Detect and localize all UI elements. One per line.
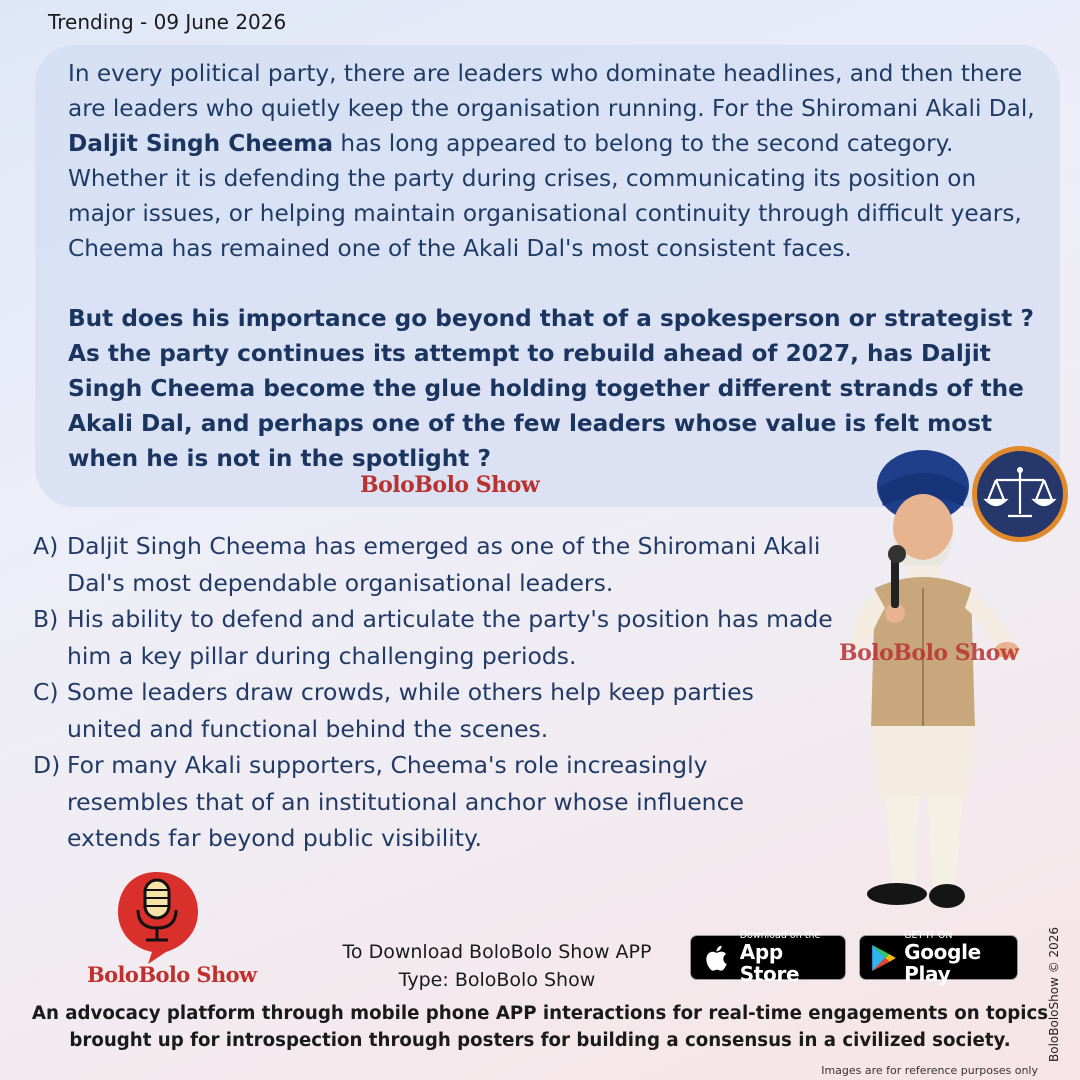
footer-line-2: brought up for introspection through posters for building a consensus in a civilized society. bbox=[69, 1030, 1011, 1051]
footer-line-1: An advocacy platform through mobile phone APP interactions for real-time engagements on topics bbox=[31, 1003, 1049, 1024]
card-watermark: BoloBolo Show bbox=[360, 472, 540, 498]
disclaimer: Images are for reference purposes only bbox=[821, 1064, 1038, 1077]
option-text: For many Akali supporters, Cheema's role increasingly resembles that of an institutional anchor whose influence extends far beyond public visibility. bbox=[67, 751, 744, 852]
option-letter: B) bbox=[33, 605, 59, 633]
footer-description bbox=[20, 1000, 1060, 1054]
option-b bbox=[33, 601, 833, 674]
copyright: BoloBoloShow © 2026 bbox=[1047, 926, 1061, 1062]
apple-icon bbox=[701, 941, 734, 975]
google-play-big-text: Google Play bbox=[904, 940, 981, 986]
brand-logo-text: BoloBolo Show bbox=[87, 962, 257, 987]
app-store-big-text: App Store bbox=[739, 940, 800, 986]
download-line-2: Type: BoloBolo Show bbox=[398, 969, 596, 991]
figure-watermark: BoloBolo Show bbox=[839, 640, 1019, 666]
download-line-1: To Download BoloBolo Show APP bbox=[342, 941, 652, 963]
option-text: His ability to defend and articulate the party's position has made him a key pillar during challenging periods. bbox=[67, 605, 833, 670]
option-text: Some leaders draw crowds, while others help keep parties united and functional behind the scenes. bbox=[67, 678, 754, 743]
microphone-icon bbox=[112, 866, 202, 966]
app-store-button[interactable] bbox=[690, 930, 846, 986]
option-text: Daljit Singh Cheema has emerged as one of the Shiromani Akali Dal's most dependable organisational leaders. bbox=[67, 532, 821, 597]
google-play-icon bbox=[870, 942, 896, 974]
option-letter: D) bbox=[33, 751, 61, 779]
intro-question: But does his importance go beyond that of a spokesperson or strategist ? As the party continues its attempt to rebuild ahead of 2027, has Daljit Singh Cheema become the glue holding together different strands of the Akali Dal, and perhaps one of the few leaders whose value is felt most when he is not in the spotlight ? bbox=[68, 305, 1034, 472]
intro-name: Daljit Singh Cheema bbox=[68, 129, 334, 157]
intro-lead: In every political party, there are leaders who dominate headlines, and then there are leaders who quietly keep the organisation running. For the Shiromani Akali Dal, bbox=[68, 60, 1035, 122]
option-d bbox=[33, 747, 833, 857]
google-play-button[interactable] bbox=[859, 930, 1018, 986]
trending-date: Trending - 09 June 2026 bbox=[48, 10, 287, 34]
download-info bbox=[322, 938, 672, 994]
option-letter: C) bbox=[33, 678, 59, 706]
app-store-small-text: Download on the bbox=[739, 930, 821, 941]
intro-rest: has long appeared to belong to the second category. Whether it is defending the party during crises, communicating its position on major issues, or helping maintain organisational continuity through difficult years, Cheema has remained one of the Akali Dal's most consistent faces. bbox=[68, 129, 1022, 262]
options-list bbox=[33, 528, 833, 857]
google-play-small-text: GET IT ON bbox=[904, 930, 953, 941]
option-letter: A) bbox=[33, 532, 59, 560]
option-c bbox=[33, 674, 833, 747]
leader-figure bbox=[835, 448, 1025, 923]
option-a bbox=[33, 528, 833, 601]
intro-paragraph bbox=[68, 57, 1043, 266]
